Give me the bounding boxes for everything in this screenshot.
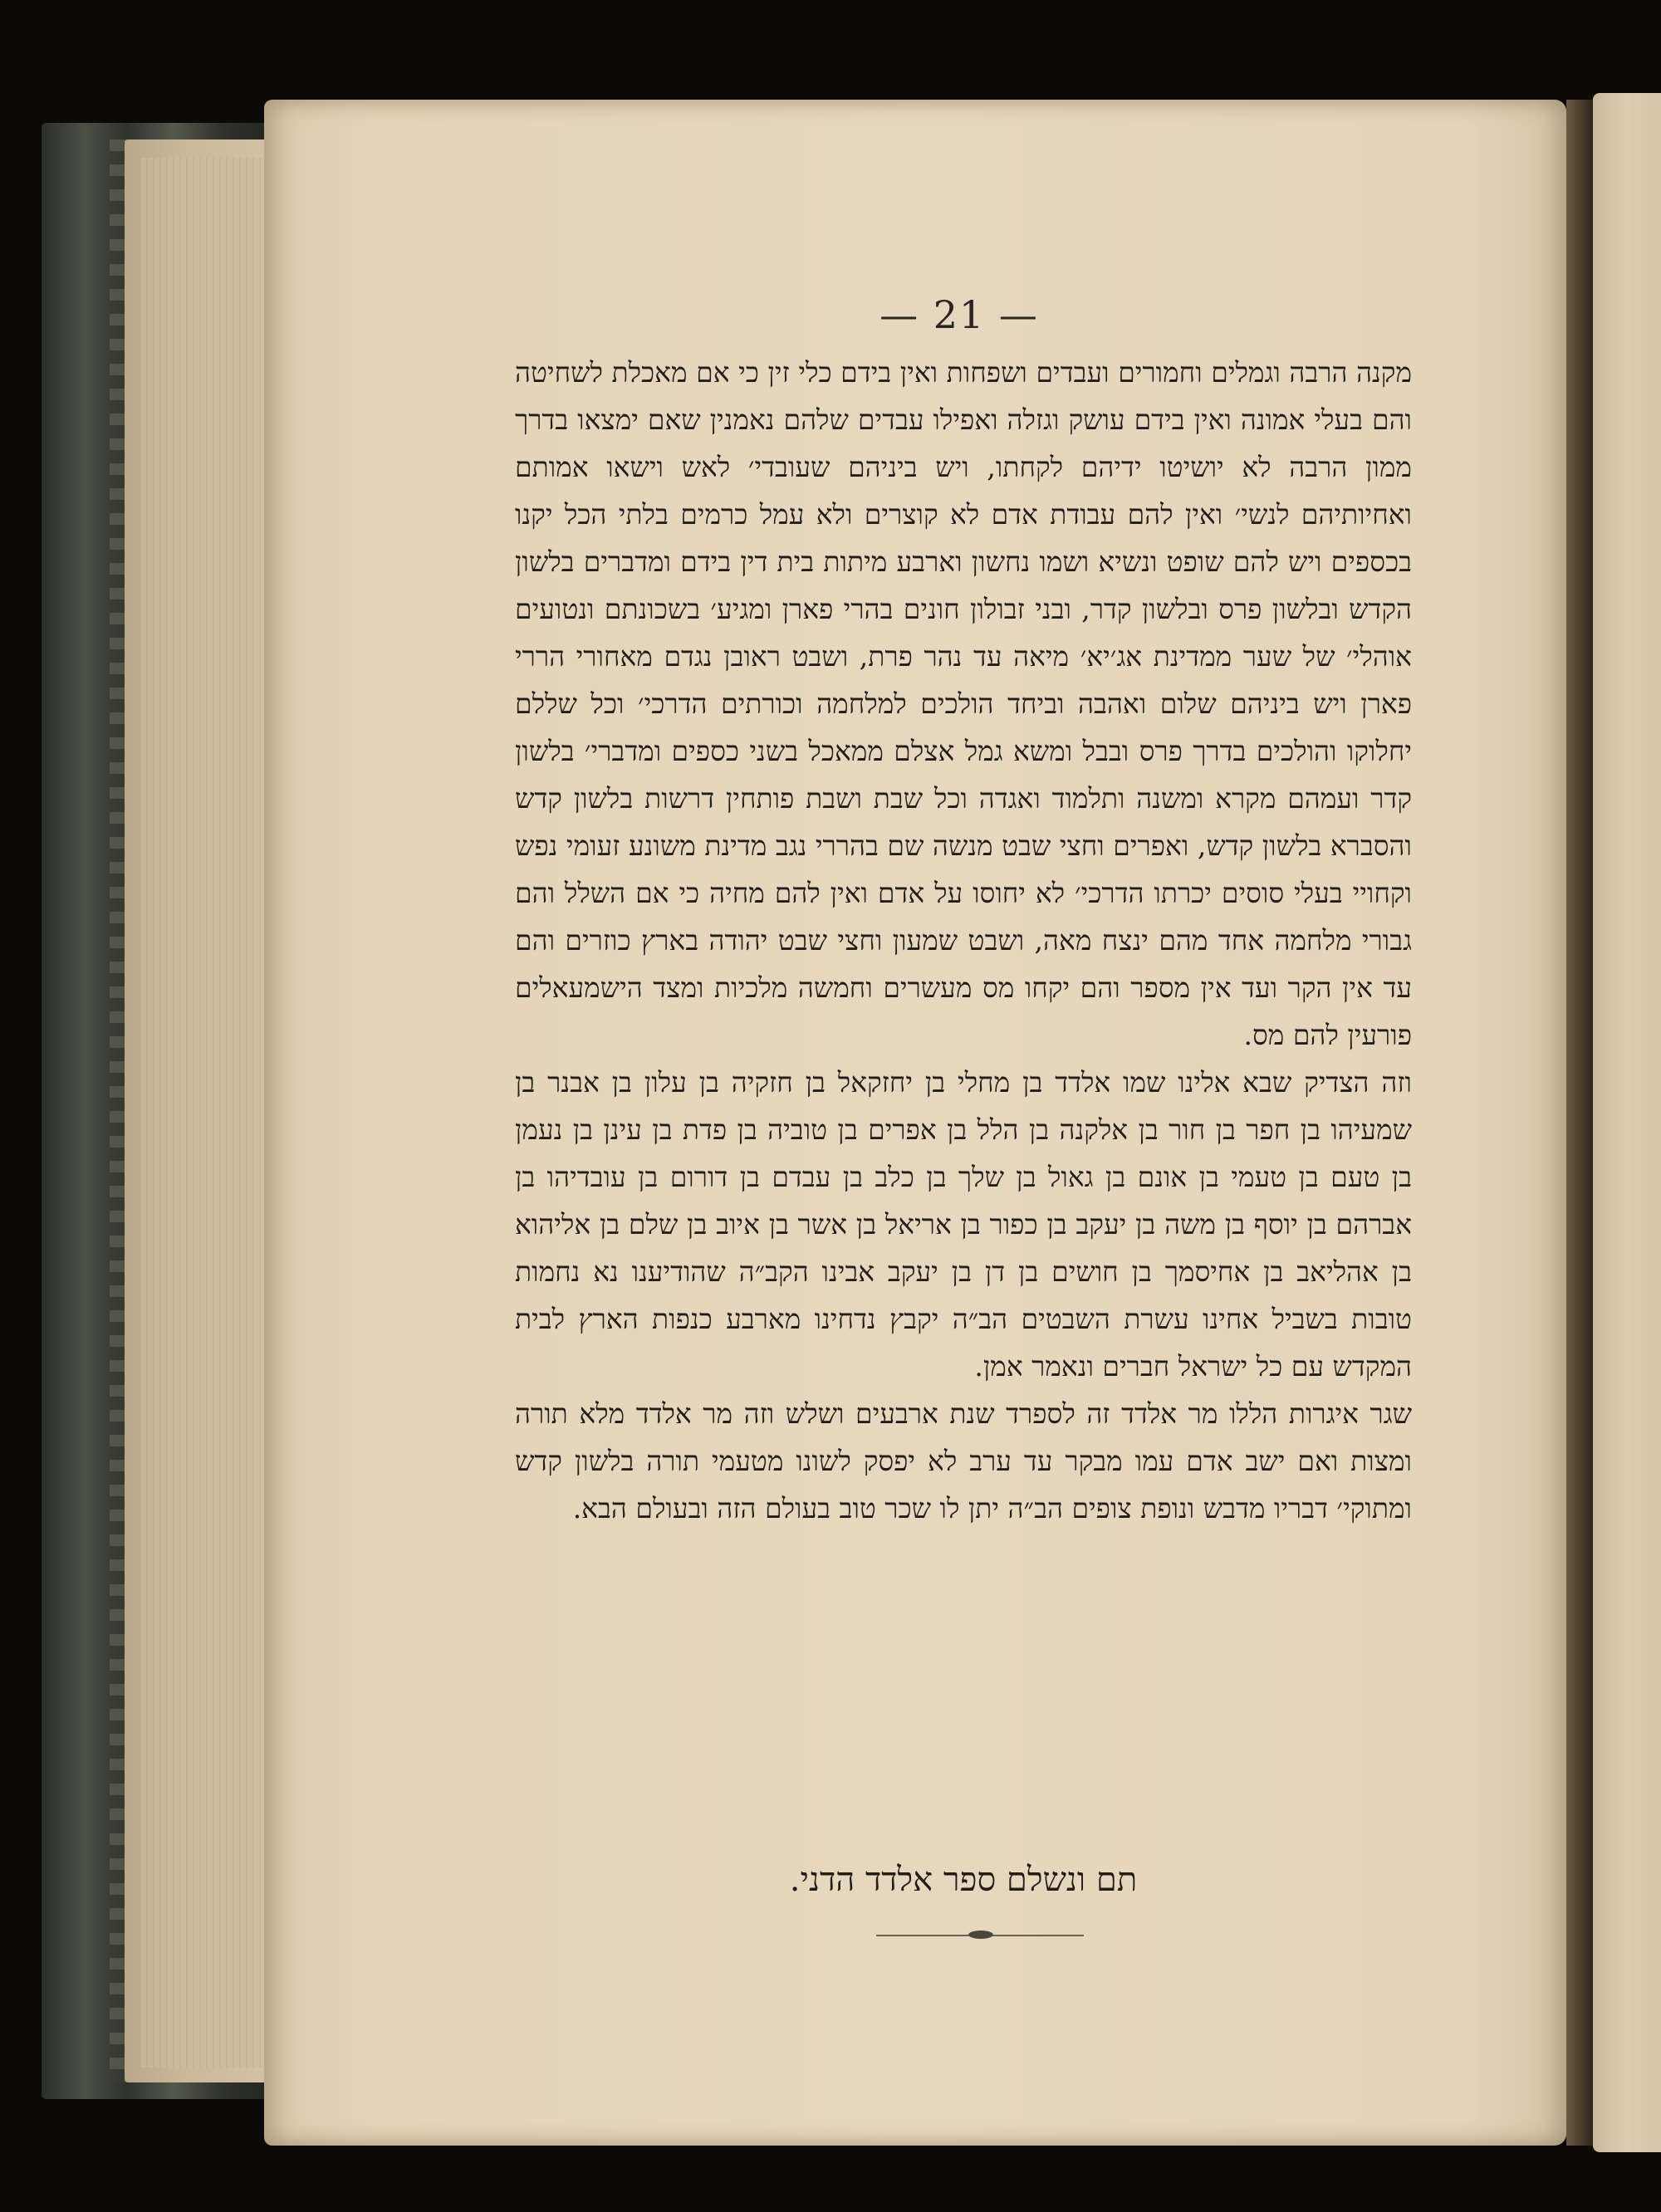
body-text xyxy=(515,349,1412,1532)
closing-line: תם ונשלם ספר אלדד הדני. xyxy=(789,1861,1138,1899)
page-gutter xyxy=(1566,100,1595,2146)
end-rule-ornament xyxy=(968,1931,993,1939)
next-page-edge xyxy=(1593,93,1661,2152)
previous-pages-edges xyxy=(141,158,266,2068)
paragraph-2: וזה הצדיק שבא אלינו שמו אלדד בן מחלי בן יחזקאל בן חזקיה בן עלון בן אבנר בן שמעיהו בן חפר בן חור בן אלקנה בן הלל בן אפרים בן טוביה בן פדת בן עינן בן נעמן בן טעם בן טעמי בן אונם בן גאול בן שלך בן כלב בן עבדם בן דורום בן עובדיהו בן אברהם בן יוסף בן משה בן יעקב בן כפור בן אריאל בן אשר בן איוב בן שלם בן אליהוא בן אהליאב בן אחיסמך בן חושים בן דן בן יעקב אבינו הקב״ה שהודיענו נא נחמות טובות בשביל אחינו עשרת השבטים הב״ה יקבץ נדחינו מארבע כנפות הארץ לבית המקדש עם כל ישראל חברים ונאמר אמן. xyxy=(515,1066,1412,1382)
paragraph-1: מקנה הרבה וגמלים וחמורים ועבדים ושפחות ואין בידם כלי זין כי אם מאכלת לשחיטה והם בעלי אמונה ואין בידם עושק וגזלה ואפילו עבדים שלהם נאמנין שאם ימצאו בדרך ממון הרבה לא יושיטו ידיהם לקחתו, ויש ביניהם שעובדי׳ לאש וישאו אמותם ואחיותיהם לנשי׳ ואין להם עבודת אדם לא קוצרים ולא עמל כרמים בלתי הכל יקנו בכספים ויש להם שופט ונשיא ושמו נחשון וארבע מיתות בית דין בידם ומדברים בלשון הקדש ובלשון פרס ובלשון קדר, ובני זבולון חונים בהרי פארן ומגיע׳ בשכונתם ונטועים אוהלי׳ של שער ממדינת אג׳יא׳ מיאה עד נהר פרת, ושבט ראובן נגדם מאחורי הררי פארן ויש ביניהם שלום ואהבה וביחד הולכים למלחמה וכורתים הדרכי׳ וכל שללם יחלוקו והולכים בדרך פרס ובבל ומשא גמל אצלם ממאכל בשני כספים ומדברי׳ בלשון קדר ועמהם מקרא ומשנה ותלמוד ואגדה וכל שבת ושבת פותחין דרשות בלשון קדש והסברא בלשון קדש, ואפרים וחצי שבט מנשה שם בהררי נגב מדינת משונע זעומי נפש וקחויי בעלי סוסים יכרתו הדרכי׳ לא יחוסו על אדם ואין להם מחיה כי אם השלל והם גבורי מלחמה אחד מהם ינצח מאה, ושבט שמעון וחצי שבט יהודה בארץ כוזרים והם עד אין הקר ועד אין מספר והם יקחו מס מעשרים וחמשה מלכיות ומצד הישמעאלים פורעין להם מס. xyxy=(515,356,1412,1051)
paragraph-3: שגר איגרות הללו מר אלדד זה לספרד שנת ארבעים ושלש וזה מר אלדד מלא תורה ומצות ואם ישב אדם עמו מבקר עד ערב לא יפסק לשונו מטעמי תורה בלשון קדש ומתוקי׳ דבריו מדבש ונופת צופים הב״ה יתן לו שכר טוב בעולם הזה ובעולם הבא. xyxy=(515,1397,1412,1524)
page-number: — 21 — xyxy=(879,292,1039,337)
